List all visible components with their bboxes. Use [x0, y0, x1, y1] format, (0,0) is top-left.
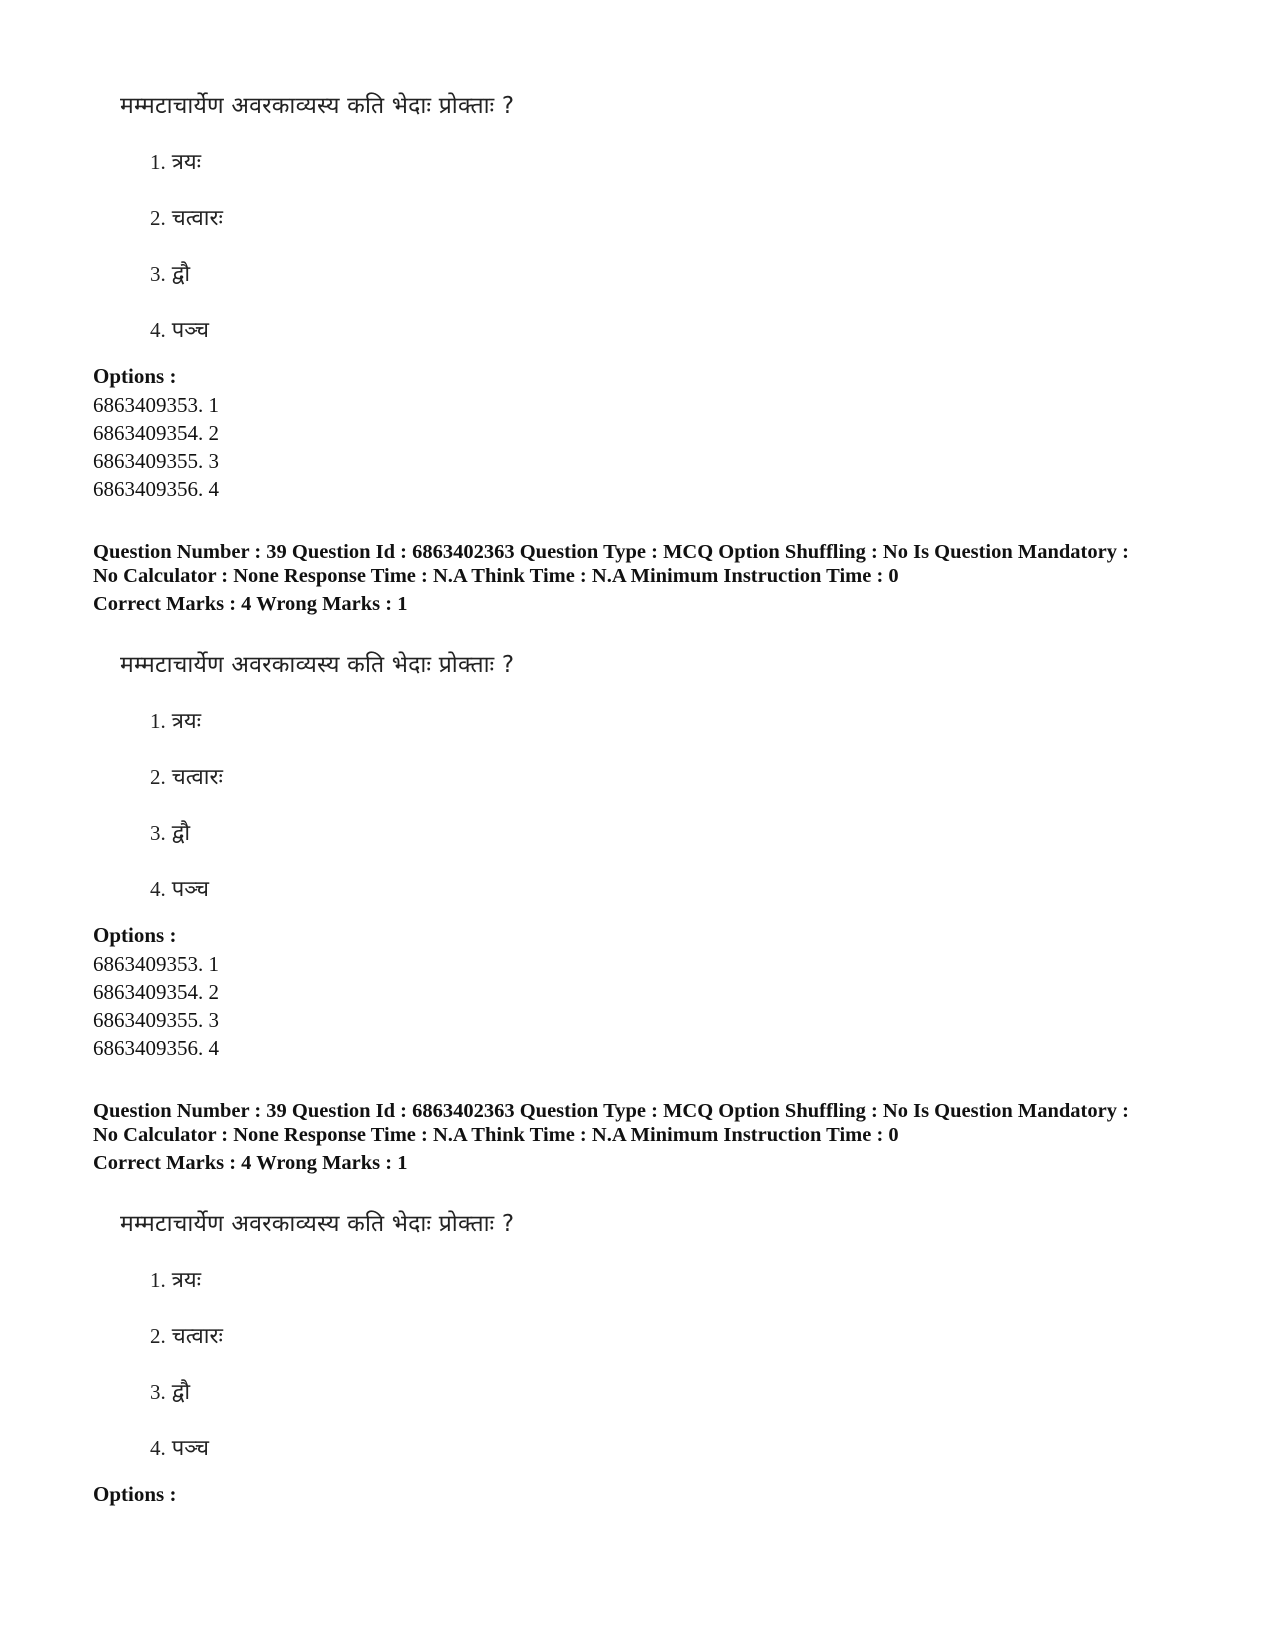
choice-number: 1.	[150, 150, 166, 174]
options-label: Options :	[93, 1482, 177, 1506]
option-id-row: 6863409356. 4	[93, 1036, 219, 1060]
option-id-row: 6863409353. 1	[93, 952, 219, 976]
choice-number: 3.	[150, 1380, 166, 1404]
marks-line: Correct Marks : 4 Wrong Marks : 1	[93, 1152, 408, 1174]
choice-3	[150, 1376, 190, 1406]
choice-number: 2.	[150, 765, 166, 789]
choice-text: त्रयः	[171, 150, 202, 175]
choice-number: 4.	[150, 318, 166, 342]
choice-3	[150, 817, 190, 847]
question-text: मम्मटाचार्येण अवरकाव्यस्य कति भेदाः प्रोक्ताः ?	[120, 1211, 515, 1237]
choice-4	[150, 873, 209, 903]
choice-4	[150, 1432, 209, 1462]
option-id-row: 6863409354. 2	[93, 421, 219, 445]
choice-1	[150, 146, 201, 176]
choice-4	[150, 314, 209, 344]
choice-text: त्रयः	[171, 709, 202, 734]
choice-2	[150, 202, 223, 232]
choice-number: 4.	[150, 1436, 166, 1460]
question-meta-line: No Calculator : None Response Time : N.A Think Time : N.A Minimum Instruction Time : 0	[93, 1124, 899, 1146]
choice-text: त्रयः	[171, 1268, 202, 1293]
option-id-row: 6863409355. 3	[93, 449, 219, 473]
question-meta-line: Question Number : 39 Question Id : 6863402363 Question Type : MCQ Option Shuffling : No Is Question Mandatory :	[93, 541, 1129, 563]
choice-text: चत्वारः	[171, 206, 223, 231]
question-meta-line: Question Number : 39 Question Id : 6863402363 Question Type : MCQ Option Shuffling : No Is Question Mandatory :	[93, 1100, 1129, 1122]
choice-number: 3.	[150, 262, 166, 286]
option-id-row: 6863409355. 3	[93, 1008, 219, 1032]
choice-number: 1.	[150, 709, 166, 733]
choice-text: पञ्च	[171, 1436, 209, 1461]
choice-number: 4.	[150, 877, 166, 901]
choice-2	[150, 761, 223, 791]
question-meta-line: No Calculator : None Response Time : N.A Think Time : N.A Minimum Instruction Time : 0	[93, 565, 899, 587]
choice-number: 3.	[150, 821, 166, 845]
options-label: Options :	[93, 923, 177, 947]
choice-text: चत्वारः	[171, 1324, 223, 1349]
choice-text: द्वौ	[171, 262, 191, 287]
choice-text: द्वौ	[171, 821, 191, 846]
choice-number: 2.	[150, 206, 166, 230]
marks-line: Correct Marks : 4 Wrong Marks : 1	[93, 593, 408, 615]
choice-text: द्वौ	[171, 1380, 191, 1405]
options-label: Options :	[93, 364, 177, 388]
choice-2	[150, 1320, 223, 1350]
choice-number: 2.	[150, 1324, 166, 1348]
choice-3	[150, 258, 190, 288]
choice-text: पञ्च	[171, 318, 209, 343]
question-text: मम्मटाचार्येण अवरकाव्यस्य कति भेदाः प्रोक्ताः ?	[120, 652, 515, 678]
option-id-row: 6863409353. 1	[93, 393, 219, 417]
choice-text: चत्वारः	[171, 765, 223, 790]
option-id-row: 6863409354. 2	[93, 980, 219, 1004]
choice-text: पञ्च	[171, 877, 209, 902]
option-id-row: 6863409356. 4	[93, 477, 219, 501]
choice-1	[150, 1264, 201, 1294]
choice-1	[150, 705, 201, 735]
question-text: मम्मटाचार्येण अवरकाव्यस्य कति भेदाः प्रोक्ताः ?	[120, 93, 515, 119]
choice-number: 1.	[150, 1268, 166, 1292]
